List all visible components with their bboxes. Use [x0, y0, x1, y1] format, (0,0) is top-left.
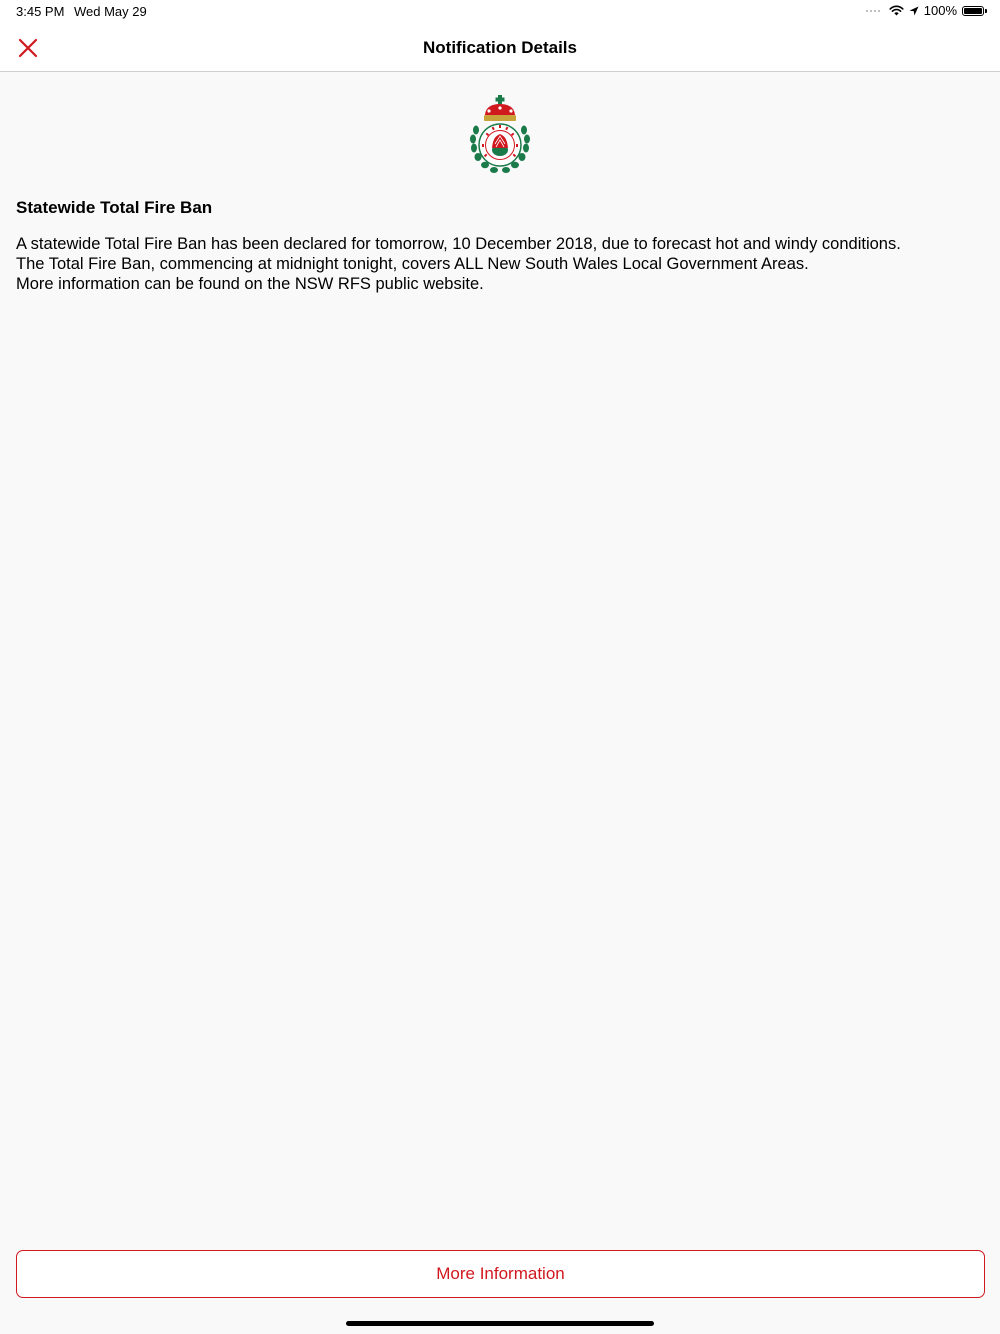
- location-arrow-icon: [909, 6, 919, 16]
- home-indicator[interactable]: [346, 1321, 654, 1326]
- navigation-bar: [0, 24, 1000, 72]
- status-date: Wed May 29: [74, 4, 147, 19]
- notification-body-line: More information can be found on the NSW RFS public website.: [16, 275, 484, 293]
- wifi-icon: [889, 5, 904, 16]
- page-title: Notification Details: [423, 38, 577, 57]
- status-indicators: [866, 3, 984, 18]
- nsw-rfs-logo: [466, 94, 534, 176]
- notification-body: [16, 234, 976, 294]
- notification-body-line: The Total Fire Ban, commencing at midnight tonight, covers ALL New South Wales Local Government Areas.: [16, 255, 809, 273]
- signal-dots-icon: [866, 10, 880, 12]
- battery-icon: [962, 6, 984, 16]
- status-time: 3:45 PM: [16, 4, 65, 19]
- notification-title: Statewide Total Fire Ban: [16, 198, 213, 217]
- more-information-button[interactable]: More Information: [16, 1250, 985, 1298]
- battery-percent: 100%: [923, 3, 957, 18]
- status-bar: [0, 0, 1000, 24]
- notification-body-line: A statewide Total Fire Ban has been declared for tomorrow, 10 December 2018, due to forecast hot and windy conditions.: [16, 235, 901, 253]
